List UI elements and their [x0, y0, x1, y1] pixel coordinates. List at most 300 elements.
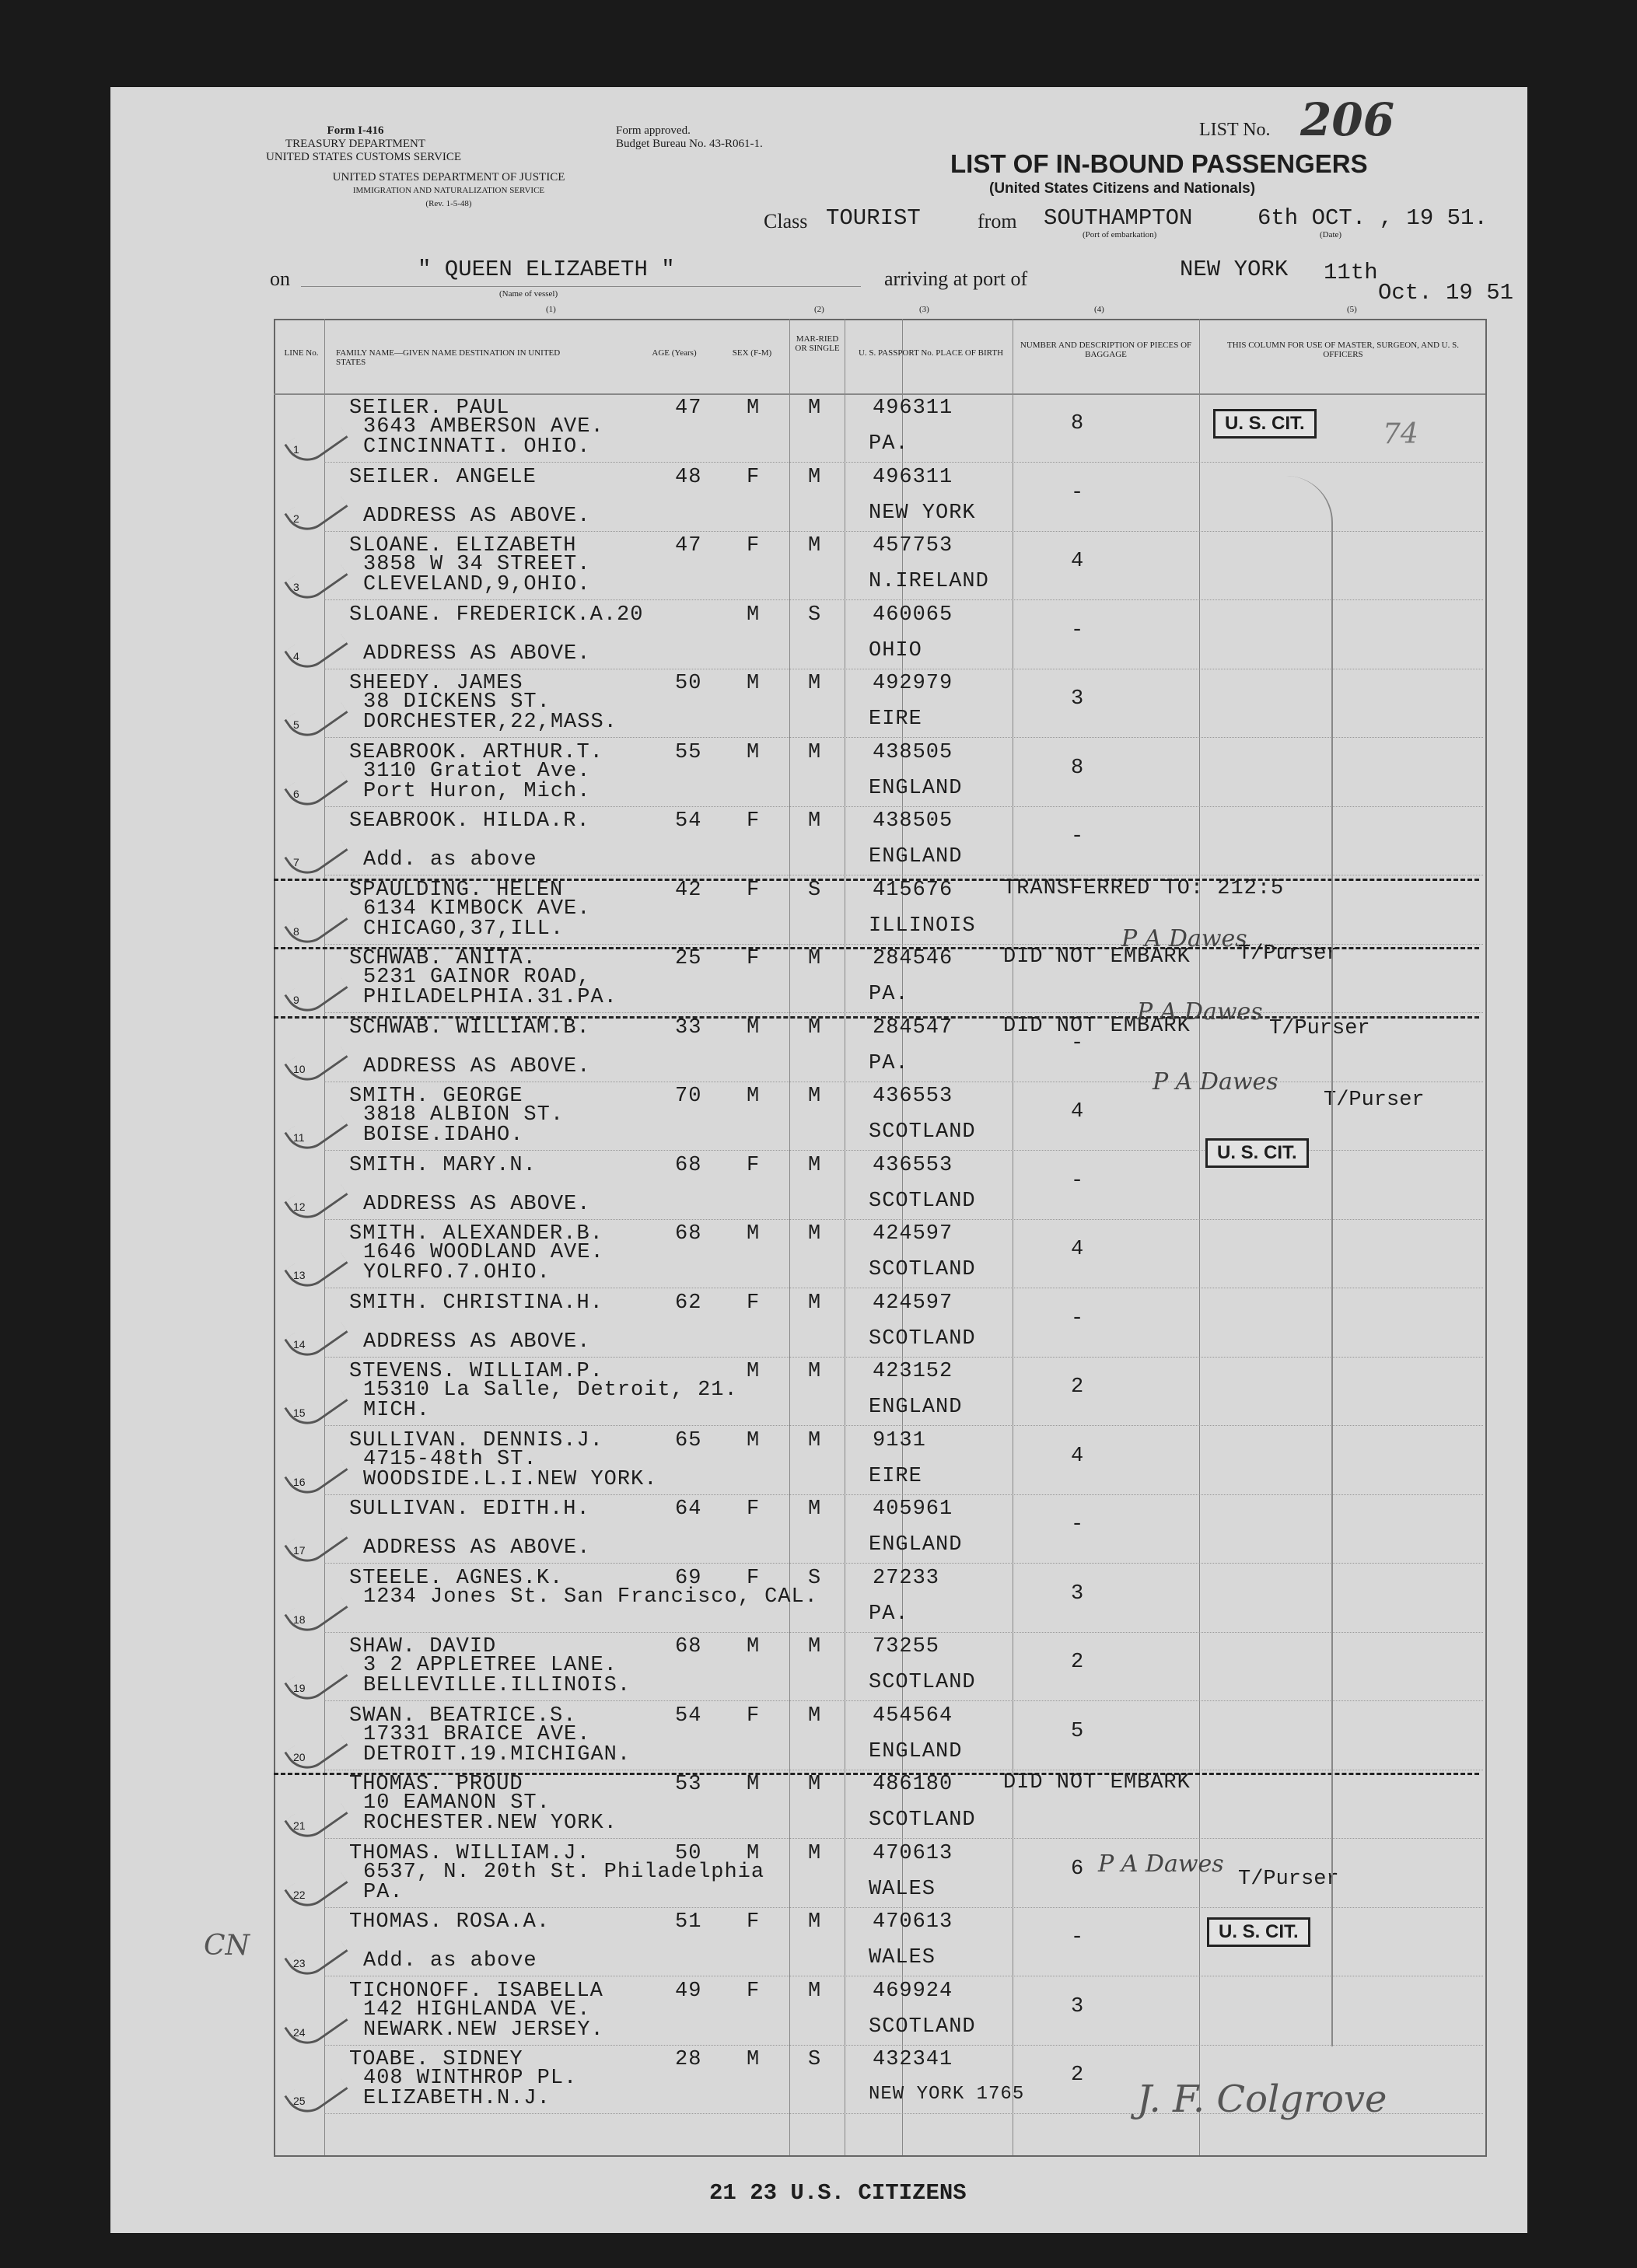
marital-status: M: [808, 534, 822, 557]
row-divider: [324, 462, 1483, 463]
marital-status: M: [808, 947, 822, 970]
sex: M: [747, 397, 761, 420]
list-no-label: LIST No.: [1199, 120, 1271, 140]
marital-status: M: [808, 1153, 822, 1177]
line-number: 20: [293, 1750, 306, 1763]
address-line-2: CLEVELAND,9,OHIO.: [363, 573, 591, 596]
marital-status: M: [808, 465, 822, 489]
place-of-birth: SCOTLAND: [869, 1326, 976, 1351]
vessel-caption: (Name of vessel): [499, 289, 558, 299]
place-of-birth: ENGLAND: [869, 1396, 963, 1419]
place-of-birth: N.IRELAND: [869, 570, 989, 593]
line-number: 5: [293, 718, 299, 731]
address-line-2: ADDRESS AS ABOVE.: [363, 1054, 591, 1078]
address-line-2: ADDRESS AS ABOVE.: [363, 1192, 591, 1216]
passenger-name: SMITH. ALEXANDER.B.: [349, 1222, 603, 1246]
line-number: 6: [293, 787, 299, 800]
baggage-count: 4: [1071, 1444, 1085, 1468]
passenger-name: SEILER. PAUL: [349, 397, 510, 420]
baggage-count: -: [1071, 825, 1085, 848]
passenger-name: SHEEDY. JAMES: [349, 672, 523, 695]
line-number: 22: [293, 1888, 306, 1901]
place-of-birth: WALES: [869, 1877, 936, 1901]
arrival-month: Oct. 19 51: [1378, 280, 1514, 306]
officer-note: DID NOT EMBARK: [1003, 1771, 1191, 1794]
purser-title: T/Purser: [1324, 1089, 1425, 1112]
sex: M: [747, 1085, 761, 1108]
address-line-2: MICH.: [363, 1399, 431, 1422]
approval-block: [616, 124, 763, 151]
marital-status: M: [808, 1635, 822, 1658]
passport-number: 438505: [873, 809, 953, 833]
passport-number: 438505: [873, 740, 953, 764]
col-num-5: (5): [1347, 305, 1357, 314]
age: 64: [675, 1497, 702, 1521]
passport-number: 457753: [873, 534, 953, 557]
passport-number: 454564: [873, 1704, 953, 1728]
officer-note: DID NOT EMBARK: [1003, 1014, 1191, 1038]
address-line-2: CINCINNATI. OHIO.: [363, 435, 591, 459]
passenger-name: SLOANE. ELIZABETH: [349, 534, 577, 557]
passenger-name: SEABROOK. ARTHUR.T.: [349, 740, 603, 764]
from-label: from: [978, 210, 1017, 232]
passport-number: 284547: [873, 1015, 953, 1040]
address-line-1: 15310 La Salle, Detroit, 21.: [363, 1379, 738, 1402]
passport-number: 424597: [873, 1222, 953, 1246]
passport-number: 432341: [873, 2048, 953, 2071]
line-number: 23: [293, 1957, 306, 1969]
sex: F: [747, 1566, 761, 1590]
age: 47: [675, 534, 702, 557]
place-of-birth: SCOTLAND: [869, 1120, 976, 1144]
passenger-name: SWAN. BEATRICE.S.: [349, 1704, 577, 1728]
passport-number: 470613: [873, 1910, 953, 1934]
header-officers: THIS COLUMN FOR USE OF MASTER, SURGEON, AND U. S. OFFICERS: [1227, 341, 1459, 359]
header-name: FAMILY NAME—GIVEN NAME DESTINATION IN UNITED STATES: [336, 348, 561, 367]
purser-signature: P A Dawes: [1137, 998, 1263, 1026]
sex: M: [747, 2048, 761, 2071]
line-number: 11: [293, 1131, 305, 1144]
address-line-1: 38 DICKENS ST.: [363, 690, 551, 714]
place-of-birth: ENGLAND: [869, 845, 963, 868]
marital-status: S: [808, 2048, 822, 2071]
address-line-1: 408 WINTHROP PL.: [363, 2067, 578, 2090]
header-line: LINE No.: [284, 348, 319, 358]
age: 51: [675, 1910, 702, 1934]
passenger-name: TOABE. SIDNEY: [349, 2048, 523, 2071]
passport-number: 492979: [873, 672, 953, 695]
line-number: 14: [293, 1337, 306, 1351]
passport-number: 284546: [873, 947, 953, 970]
address-line-2: CHICAGO,37,ILL.: [363, 917, 565, 941]
age: 62: [675, 1291, 702, 1315]
col-num-2: (2): [814, 305, 824, 314]
place-of-birth: PA.: [869, 1602, 909, 1626]
baggage-count: 4: [1071, 550, 1085, 573]
passport-number: 496311: [873, 397, 953, 420]
place-of-birth: NEW YORK 1765: [869, 2084, 1025, 2105]
sex: F: [747, 1497, 761, 1521]
age: 54: [675, 1704, 702, 1728]
place-of-birth: ENGLAND: [869, 776, 963, 800]
place-of-birth: SCOTLAND: [869, 1189, 976, 1213]
col-num-1: (1): [546, 305, 556, 314]
marital-status: S: [808, 1566, 822, 1590]
place-of-birth: WALES: [869, 1946, 936, 1969]
header-age: AGE (Years): [652, 348, 697, 358]
address-line-2: PA.: [363, 1880, 404, 1904]
passport-number: 423152: [873, 1360, 953, 1383]
age: 33: [675, 1015, 702, 1040]
age: 50: [675, 1841, 702, 1865]
baggage-count: 8: [1071, 756, 1085, 780]
passenger-name: SEABROOK. HILDA.R.: [349, 809, 590, 833]
marital-status: M: [808, 1497, 822, 1521]
marital-status: M: [808, 1704, 822, 1728]
line-number: 2: [293, 512, 299, 525]
age: 68: [675, 1153, 702, 1177]
margin-note: 74: [1383, 418, 1418, 450]
sex: F: [747, 1979, 761, 2003]
line-number: 9: [293, 994, 299, 1006]
purser-signature: P A Dawes: [1121, 925, 1247, 952]
address-line-1: 3 2 APPLETREE LANE.: [363, 1654, 617, 1677]
line-number: 13: [293, 1269, 306, 1281]
line-number: 16: [293, 1475, 306, 1488]
baggage-count: 6: [1071, 1857, 1085, 1881]
address-line-2: Add. as above: [363, 848, 537, 872]
approval-line2: Budget Bureau No. 43-R061-1.: [616, 138, 763, 150]
address-line-1: 17331 BRAICE AVE.: [363, 1722, 591, 1746]
address-line-2: BELLEVILLE.ILLINOIS.: [363, 1674, 631, 1697]
marital-status: M: [808, 1773, 822, 1796]
sex: M: [747, 740, 761, 764]
address-line-1: 1234 Jones St. San Francisco, CAL.: [363, 1585, 818, 1609]
sex: F: [747, 947, 761, 970]
passenger-name: SCHWAB. WILLIAM.B.: [349, 1015, 590, 1040]
baggage-count: -: [1071, 618, 1085, 642]
address-line-1: 4715-48th ST.: [363, 1447, 537, 1471]
officer-note: TRANSFERRED TO: 212:5: [1003, 876, 1285, 900]
sex: F: [747, 809, 761, 833]
place-of-birth: NEW YORK: [869, 501, 976, 525]
age: 68: [675, 1635, 702, 1658]
arrival-day: 11th: [1324, 260, 1378, 285]
baggage-count: -: [1071, 1169, 1085, 1193]
passenger-name: SMITH. GEORGE: [349, 1085, 523, 1108]
age: 53: [675, 1773, 702, 1796]
passenger-name: THOMAS. WILLIAM.J.: [349, 1841, 590, 1865]
age: 42: [675, 878, 702, 902]
marital-status: M: [808, 1428, 822, 1452]
header-married: MAR-RIED OR SINGLE: [795, 334, 840, 353]
marital-status: M: [808, 809, 822, 833]
place-of-birth: SCOTLAND: [869, 2015, 976, 2039]
doj-block: [274, 171, 624, 211]
place-of-birth: EIRE: [869, 1464, 922, 1488]
approval-line1: Form approved.: [616, 124, 691, 137]
sex: F: [747, 465, 761, 489]
marital-status: M: [808, 672, 822, 695]
line-number: 25: [293, 2095, 306, 2107]
passenger-name: STEVENS. WILLIAM.P.: [349, 1360, 603, 1383]
address-line-2: PHILADELPHIA.31.PA.: [363, 986, 617, 1009]
passport-number: 436553: [873, 1153, 953, 1177]
marital-status: M: [808, 740, 822, 764]
line-number: 21: [293, 1819, 306, 1832]
place-of-birth: SCOTLAND: [869, 1258, 976, 1281]
place-of-birth: ILLINOIS: [869, 914, 976, 938]
sex: F: [747, 1291, 761, 1315]
vessel-name: " QUEEN ELIZABETH ": [418, 257, 675, 282]
baggage-count: 8: [1071, 412, 1085, 435]
embarkation-caption: (Port of embarkation): [1083, 230, 1157, 239]
passport-number: 405961: [873, 1497, 953, 1521]
address-line-2: DORCHESTER,22,MASS.: [363, 711, 617, 734]
line-number: 8: [293, 924, 299, 938]
place-of-birth: PA.: [869, 1051, 909, 1075]
address-line-2: NEWARK.NEW JERSEY.: [363, 2018, 604, 2042]
departure-date: 6th OCT. , 19 51.: [1257, 205, 1488, 231]
address-line-2: DETROIT.19.MICHIGAN.: [363, 1742, 631, 1767]
passenger-name: SULLIVAN. EDITH.H.: [349, 1497, 590, 1521]
sex: M: [747, 1428, 761, 1452]
on-label: on: [270, 267, 290, 290]
address-line-2: Add. as above: [363, 1949, 537, 1973]
line-number: 19: [293, 1682, 306, 1694]
baggage-count: -: [1071, 1306, 1085, 1330]
passport-number: 424597: [873, 1291, 953, 1315]
sex: M: [747, 1360, 761, 1383]
place-of-birth: SCOTLAND: [869, 1671, 976, 1694]
line-number: 4: [293, 649, 299, 662]
address-line-2: ADDRESS AS ABOVE.: [363, 641, 591, 666]
marital-status: M: [808, 397, 822, 420]
passenger-name: SEILER. ANGELE: [349, 465, 537, 489]
place-of-birth: PA.: [869, 983, 909, 1006]
passenger-name: SMITH. CHRISTINA.H.: [349, 1291, 603, 1315]
passenger-name: THOMAS. PROUD: [349, 1773, 523, 1796]
address-line-1: 6134 KIMBOCK AVE.: [363, 896, 591, 921]
passenger-name: TICHONOFF. ISABELLA: [349, 1979, 603, 2003]
line-number: 18: [293, 1613, 306, 1626]
baggage-count: 3: [1071, 1581, 1085, 1606]
sex: M: [747, 1773, 761, 1796]
footer-count: 21 23 U.S. CITIZENS: [709, 2180, 967, 2206]
document-subtitle: (United States Citizens and Nationals): [989, 180, 1256, 197]
place-of-birth: EIRE: [869, 708, 922, 731]
sex: M: [747, 672, 761, 695]
officer-initials: J. F. Colgrove: [1137, 2078, 1387, 2121]
place-of-birth: OHIO: [869, 638, 922, 662]
col-num-4: (4): [1094, 305, 1104, 314]
line-number: 17: [293, 1544, 306, 1557]
place-of-birth: ENGLAND: [869, 1739, 963, 1763]
date-caption: (Date): [1320, 230, 1342, 239]
vessel-underline: [301, 286, 861, 287]
marital-status: M: [808, 1360, 822, 1383]
header-baggage: NUMBER AND DESCRIPTION OF PIECES OF BAGGAGE: [1020, 341, 1192, 359]
marital-status: M: [808, 1291, 822, 1315]
arriving-label: arriving at port of: [884, 267, 1028, 290]
passport-number: 496311: [873, 465, 953, 489]
purser-signature: P A Dawes: [1153, 1068, 1278, 1096]
purser-title: T/Purser: [1238, 1868, 1339, 1891]
passenger-name: THOMAS. ROSA.A.: [349, 1910, 551, 1934]
address-line-2: ELIZABETH.N.J.: [363, 2087, 551, 2110]
baggage-count: 3: [1071, 687, 1085, 711]
address-line-2: ADDRESS AS ABOVE.: [363, 504, 591, 528]
passport-number: 486180: [873, 1773, 953, 1796]
passport-number: 436553: [873, 1085, 953, 1108]
sex: M: [747, 1635, 761, 1658]
address-line-2: ADDRESS AS ABOVE.: [363, 1536, 591, 1560]
place-of-birth: SCOTLAND: [869, 1808, 976, 1832]
baggage-count: -: [1071, 1926, 1085, 1949]
purser-title: T/Purser: [1238, 942, 1339, 966]
address-line-2: Port Huron, Mich.: [363, 779, 591, 803]
baggage-count: 2: [1071, 1651, 1085, 1674]
sex: M: [747, 1222, 761, 1246]
age: 47: [675, 397, 702, 420]
sex: F: [747, 1704, 761, 1728]
sex: M: [747, 1015, 761, 1040]
header-sex: SEX (F-M): [732, 348, 772, 358]
sex: M: [747, 1841, 761, 1865]
customs-service: UNITED STATES CUSTOMS SERVICE: [266, 151, 462, 163]
purser-signature: P A Dawes: [1098, 1850, 1224, 1878]
age: 28: [675, 2048, 702, 2071]
form-number: Form I-416: [327, 124, 384, 137]
marital-status: M: [808, 1979, 822, 2003]
address-line-1: 6537, N. 20th St. Philadelphia: [363, 1860, 765, 1884]
age: 68: [675, 1222, 702, 1246]
col-num-3: (3): [919, 305, 929, 314]
passport-number: 469924: [873, 1979, 953, 2003]
doj-line2: IMMIGRATION AND NATURALIZATION SERVICE: [352, 186, 545, 195]
baggage-count: 2: [1071, 1375, 1085, 1399]
us-citizen-stamp: U. S. CIT.: [1213, 409, 1317, 439]
passenger-name: SMITH. MARY.N.: [349, 1153, 537, 1177]
baggage-count: -: [1071, 481, 1085, 505]
class-label: Class: [764, 210, 808, 232]
baggage-count: -: [1071, 1031, 1085, 1055]
side-mark: CN: [204, 1930, 250, 1962]
treasury-dept: TREASURY DEPARTMENT: [285, 138, 426, 150]
baggage-count: 3: [1071, 1994, 1085, 2018]
document-title: LIST OF IN-BOUND PASSENGERS: [950, 149, 1368, 178]
place-of-birth: PA.: [869, 432, 909, 456]
marital-status: S: [808, 878, 822, 902]
passenger-name: SCHWAB. ANITA.: [349, 947, 537, 970]
list-number: 206: [1300, 93, 1395, 146]
purser-title: T/Purser: [1269, 1017, 1370, 1040]
line-number: 10: [293, 1062, 306, 1075]
address-line-1: 3858 W 34 STREET.: [363, 553, 591, 576]
marital-status: M: [808, 1910, 822, 1934]
age: 25: [675, 947, 702, 970]
sex: F: [747, 534, 761, 557]
baggage-count: 4: [1071, 1100, 1085, 1124]
place-of-birth: ENGLAND: [869, 1533, 963, 1557]
address-line-2: ROCHESTER.NEW YORK.: [363, 1812, 617, 1835]
line-number: 15: [293, 1407, 306, 1419]
us-citizen-stamp: U. S. CIT.: [1205, 1138, 1309, 1168]
baggage-count: 2: [1071, 2064, 1085, 2087]
doj-line1: UNITED STATES DEPARTMENT OF JUSTICE: [332, 171, 565, 183]
form-id-block: [266, 124, 462, 164]
embarkation-port: SOUTHAMPTON: [1044, 205, 1193, 231]
sex: F: [747, 1910, 761, 1934]
baggage-count: 5: [1071, 1719, 1085, 1743]
baggage-count: -: [1071, 1513, 1085, 1536]
passport-number: 73255: [873, 1635, 940, 1658]
passport-number: 27233: [873, 1566, 940, 1590]
passenger-name: SHAW. DAVID: [349, 1635, 497, 1658]
passenger-name: SPAULDING. HELEN: [349, 878, 564, 902]
age: 70: [675, 1085, 702, 1108]
age: 65: [675, 1428, 702, 1452]
passenger-name: SLOANE. FREDERICK.A.20: [349, 603, 644, 627]
officer-pencil-line: [1269, 476, 1333, 2046]
marital-status: M: [808, 1841, 822, 1865]
address-line-2: BOISE.IDAHO.: [363, 1124, 524, 1147]
revision: (Rev. 1-5-48): [425, 199, 472, 208]
address-line-1: 1646 WOODLAND AVE.: [363, 1241, 604, 1264]
passport-number: 460065: [873, 603, 953, 627]
line-number: 7: [293, 856, 299, 868]
age: 49: [675, 1979, 702, 2003]
passport-number: 415676: [873, 878, 953, 902]
sex: F: [747, 1153, 761, 1177]
age: 69: [675, 1566, 702, 1590]
line-number: 12: [293, 1200, 306, 1213]
baggage-count: 4: [1071, 1238, 1085, 1261]
passenger-name: STEELE. AGNES.K.: [349, 1566, 564, 1590]
class-value: TOURIST: [826, 205, 921, 231]
us-citizen-stamp: U. S. CIT.: [1207, 1917, 1310, 1947]
age: 55: [675, 740, 702, 764]
marital-status: M: [808, 1015, 822, 1040]
address-line-2: YOLRFO.7.OHIO.: [363, 1261, 551, 1284]
address-line-1: 5231 GAINOR ROAD,: [363, 966, 591, 989]
age: 48: [675, 465, 702, 489]
marital-status: S: [808, 603, 822, 627]
age: 54: [675, 809, 702, 833]
passport-number: 9131: [873, 1428, 926, 1452]
line-number: 24: [293, 2025, 306, 2039]
address-line-1: 3643 AMBERSON AVE.: [363, 415, 604, 439]
age: 50: [675, 672, 702, 695]
marital-status: M: [808, 1222, 822, 1246]
address-line-1: 10 EAMANON ST.: [363, 1791, 551, 1815]
line-number: 1: [293, 443, 299, 456]
header-passport: U. S. PASSPORT No. PLACE OF BIRTH: [858, 348, 1004, 358]
officer-note: DID NOT EMBARK: [1003, 945, 1191, 969]
manifest-page: [110, 87, 1527, 2233]
line-number: 3: [293, 581, 299, 593]
sex: M: [747, 603, 761, 627]
passport-number: 470613: [873, 1841, 953, 1865]
address-line-2: WOODSIDE.L.I.NEW YORK.: [363, 1467, 658, 1491]
passenger-name: SULLIVAN. DENNIS.J.: [349, 1428, 603, 1452]
address-line-2: ADDRESS AS ABOVE.: [363, 1330, 591, 1354]
sex: F: [747, 878, 761, 902]
address-line-1: 3110 Gratiot Ave.: [363, 759, 591, 783]
address-line-1: 3818 ALBION ST.: [363, 1103, 565, 1127]
arrival-port: NEW YORK: [1180, 257, 1289, 282]
address-line-1: 142 HIGHLANDA VE.: [363, 1997, 591, 2022]
